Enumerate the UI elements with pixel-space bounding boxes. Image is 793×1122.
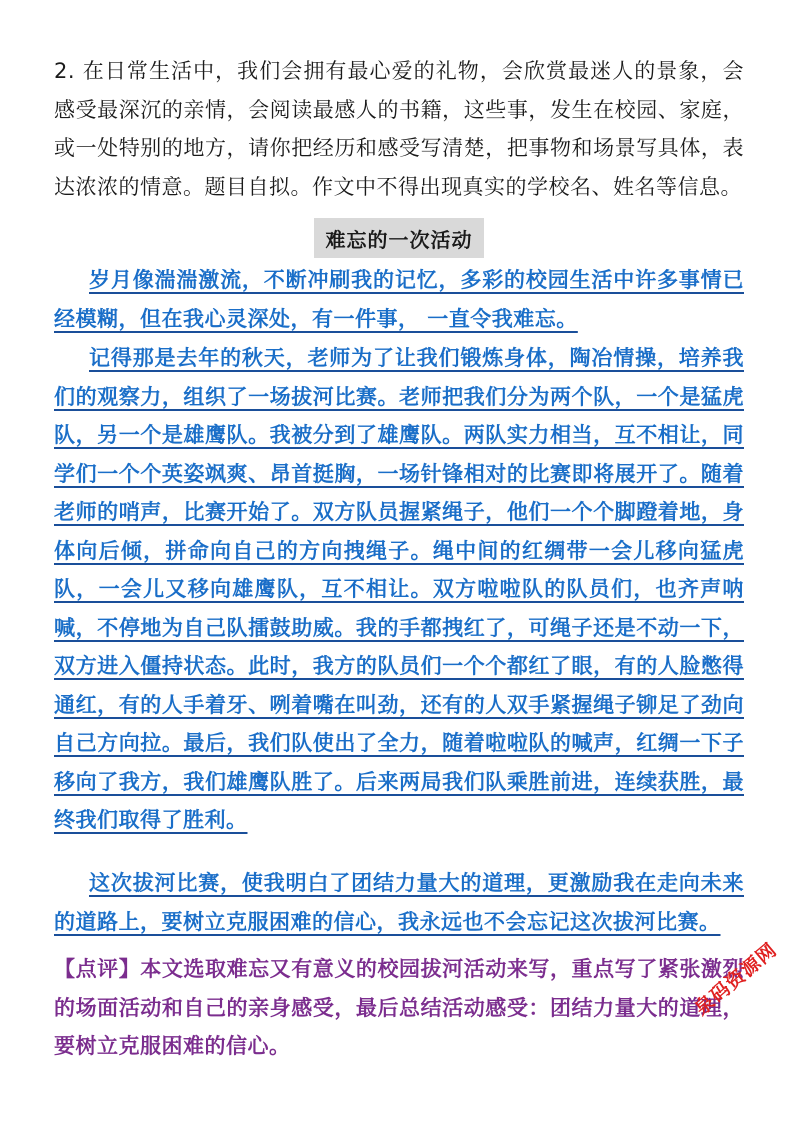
- essay-paragraph-1-text: 岁月像湍湍激流，不断冲刷我的记忆，多彩的校园生活中许多事情已经模糊，但在我心灵深处，有一件事， 一直令我难忘。: [54, 268, 744, 331]
- essay-title: 难忘的一次活动: [314, 218, 484, 258]
- essay-paragraph-3: [54, 864, 744, 941]
- essay-paragraph-3-text: 这次拔河比赛，使我明白了团结力量大的道理，更激励我在走向未来的道路上，要树立克服困难的信心，我永远也不会忘记这次拔河比赛。: [54, 871, 744, 934]
- essay-paragraph-1: [54, 261, 744, 338]
- essay-paragraph-2-text: 记得那是去年的秋天，老师为了让我们锻炼身体，陶冶情操，培养我们的观察力，组织了一场拔河比赛。老师把我们分为两个队，一个是猛虎队，另一个是雄鹰队。我被分到了雄鹰队。两队实力相当，互不相让，同学们一个个英姿飒爽、昂首挺胸，一场针锋相对的比赛即将展开了。随着老师的哨声，比赛开始了。双方队员握紧绳子，他们一个个脚蹬着地，身体向后倾，拼命向自己的方向拽绳子。绳中间的红绸带一会儿移向猛虎队，一会儿又移向雄鹰队，互不相让。双方啦啦队的队员们，也齐声呐喊，不停地为自己队擂鼓助威。我的手都拽红了，可绳子还是不动一下，双方进入僵持状态。此时，我方的队员们一个个都红了眼，有的人脸憋得通红，有的人手着牙、咧着嘴在叫劲，还有的人双手紧握绳子铆足了劲向自己方向拉。最后，我们队使出了全力，随着啦啦队的喊声，红绸一下子移向了我方，我们雄鹰队胜了。后来两局我们队乘胜前进，连续获胜，最终我们取得了胜利。: [54, 346, 744, 832]
- writing-prompt: 2. 在日常生活中，我们会拥有最心爱的礼物，会欣赏最迷人的景象，会感受最深沉的亲情，会阅读最感人的书籍，这些事，发生在校园、家庭，或一处特别的地方，请你把经历和感受写清楚，把事物和场景写具体，表达浓浓的情意。题目自拟。作文中不得出现真实的学校名、姓名等信息。: [54, 59, 744, 199]
- watermark-stamp: 泉码资源网: [690, 938, 782, 1020]
- review-comment: 【点评】本文选取难忘又有意义的校园拔河活动来写，重点写了紧张激烈的场面活动和自己的亲身感受，最后总结活动感受：团结力量大的道理，要树立克服困难的信心。: [54, 957, 744, 1058]
- essay-paragraph-2: [54, 339, 744, 840]
